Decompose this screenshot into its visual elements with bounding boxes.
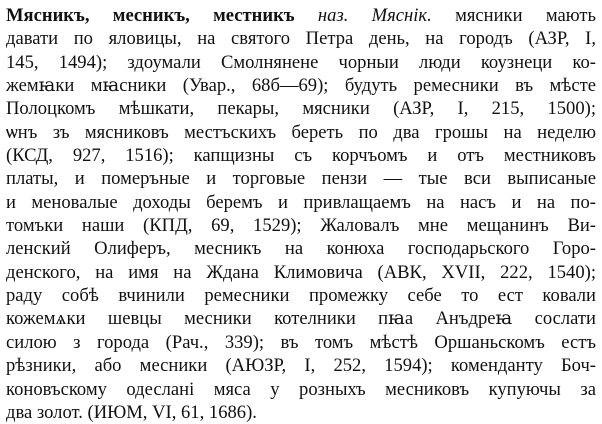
entry-cross-reference: Мяснiк. <box>371 5 432 26</box>
entry-line-13: раду собѣ вчинили ремесники промежку себе то ест ковали <box>6 285 596 307</box>
entry-line-17: коновъскому одесланi мяса у розныхъ месниковъ купуючы за <box>6 378 596 400</box>
dictionary-entry <box>6 4 596 424</box>
entry-line-4: жемꙗки мꙗсники (Увар., 68б—69); будуть ремесники въ мѣсте <box>6 75 596 97</box>
entry-line-5: Полоцкомъ мѣшкати, пекары, мясники (АЗР, I, 215, 1500); <box>6 98 596 120</box>
entry-line-18: два золот. (ИЮМ, VI, 61, 1686). <box>6 401 257 423</box>
entry-line-6: ѡнъ зъ мясниковъ местъскихъ береть по два грошы на неделю <box>6 121 596 143</box>
entry-headword: Мясникъ, месникъ, местникъ <box>6 5 295 26</box>
entry-line-3: 145, 1494); здоумали Смолнянене чорныи люди коузнеци ко- <box>6 51 596 73</box>
entry-line-8: платы, и померъные и торговые пензи — тые вси выписаные <box>6 168 596 190</box>
entry-line-16: рѣзники, або месники (АЮЗР, I, 252, 1594); коменданту Боч- <box>6 355 596 377</box>
entry-line-2: давати по яловицы, на святого Петра день, на городъ (АЗР, I, <box>6 28 596 50</box>
entry-line-9: и меновалые доходы беремъ и привлащаемъ на насъ и на по- <box>6 191 596 213</box>
entry-text: мясники мають <box>455 5 596 26</box>
entry-line-11: ленский Олиферъ, месникъ на конюха господарьского Горо- <box>6 238 596 260</box>
entry-line-15: силою з города (Рач., 339); въ томъ мѣстѣ Оршаньскомъ естъ <box>6 331 596 353</box>
entry-grammar-label: наз. <box>317 5 349 26</box>
entry-line-12: денского, на имя на Ждана Климовича (АВК, XVII, 222, 1540); <box>6 261 596 283</box>
entry-line-14: кожемѧки шевцы месники котелники пꙗа Анъдреꙗ сослати <box>6 308 596 330</box>
entry-line-10: томъки наши (КПД, 69, 1529); Жаловалъ мне мещанинъ Ви- <box>6 215 596 237</box>
entry-line-7: (КСД, 927, 1516); капщизны съ корчъомъ и отъ местниковъ <box>6 145 596 167</box>
entry-line-1 <box>6 4 596 27</box>
